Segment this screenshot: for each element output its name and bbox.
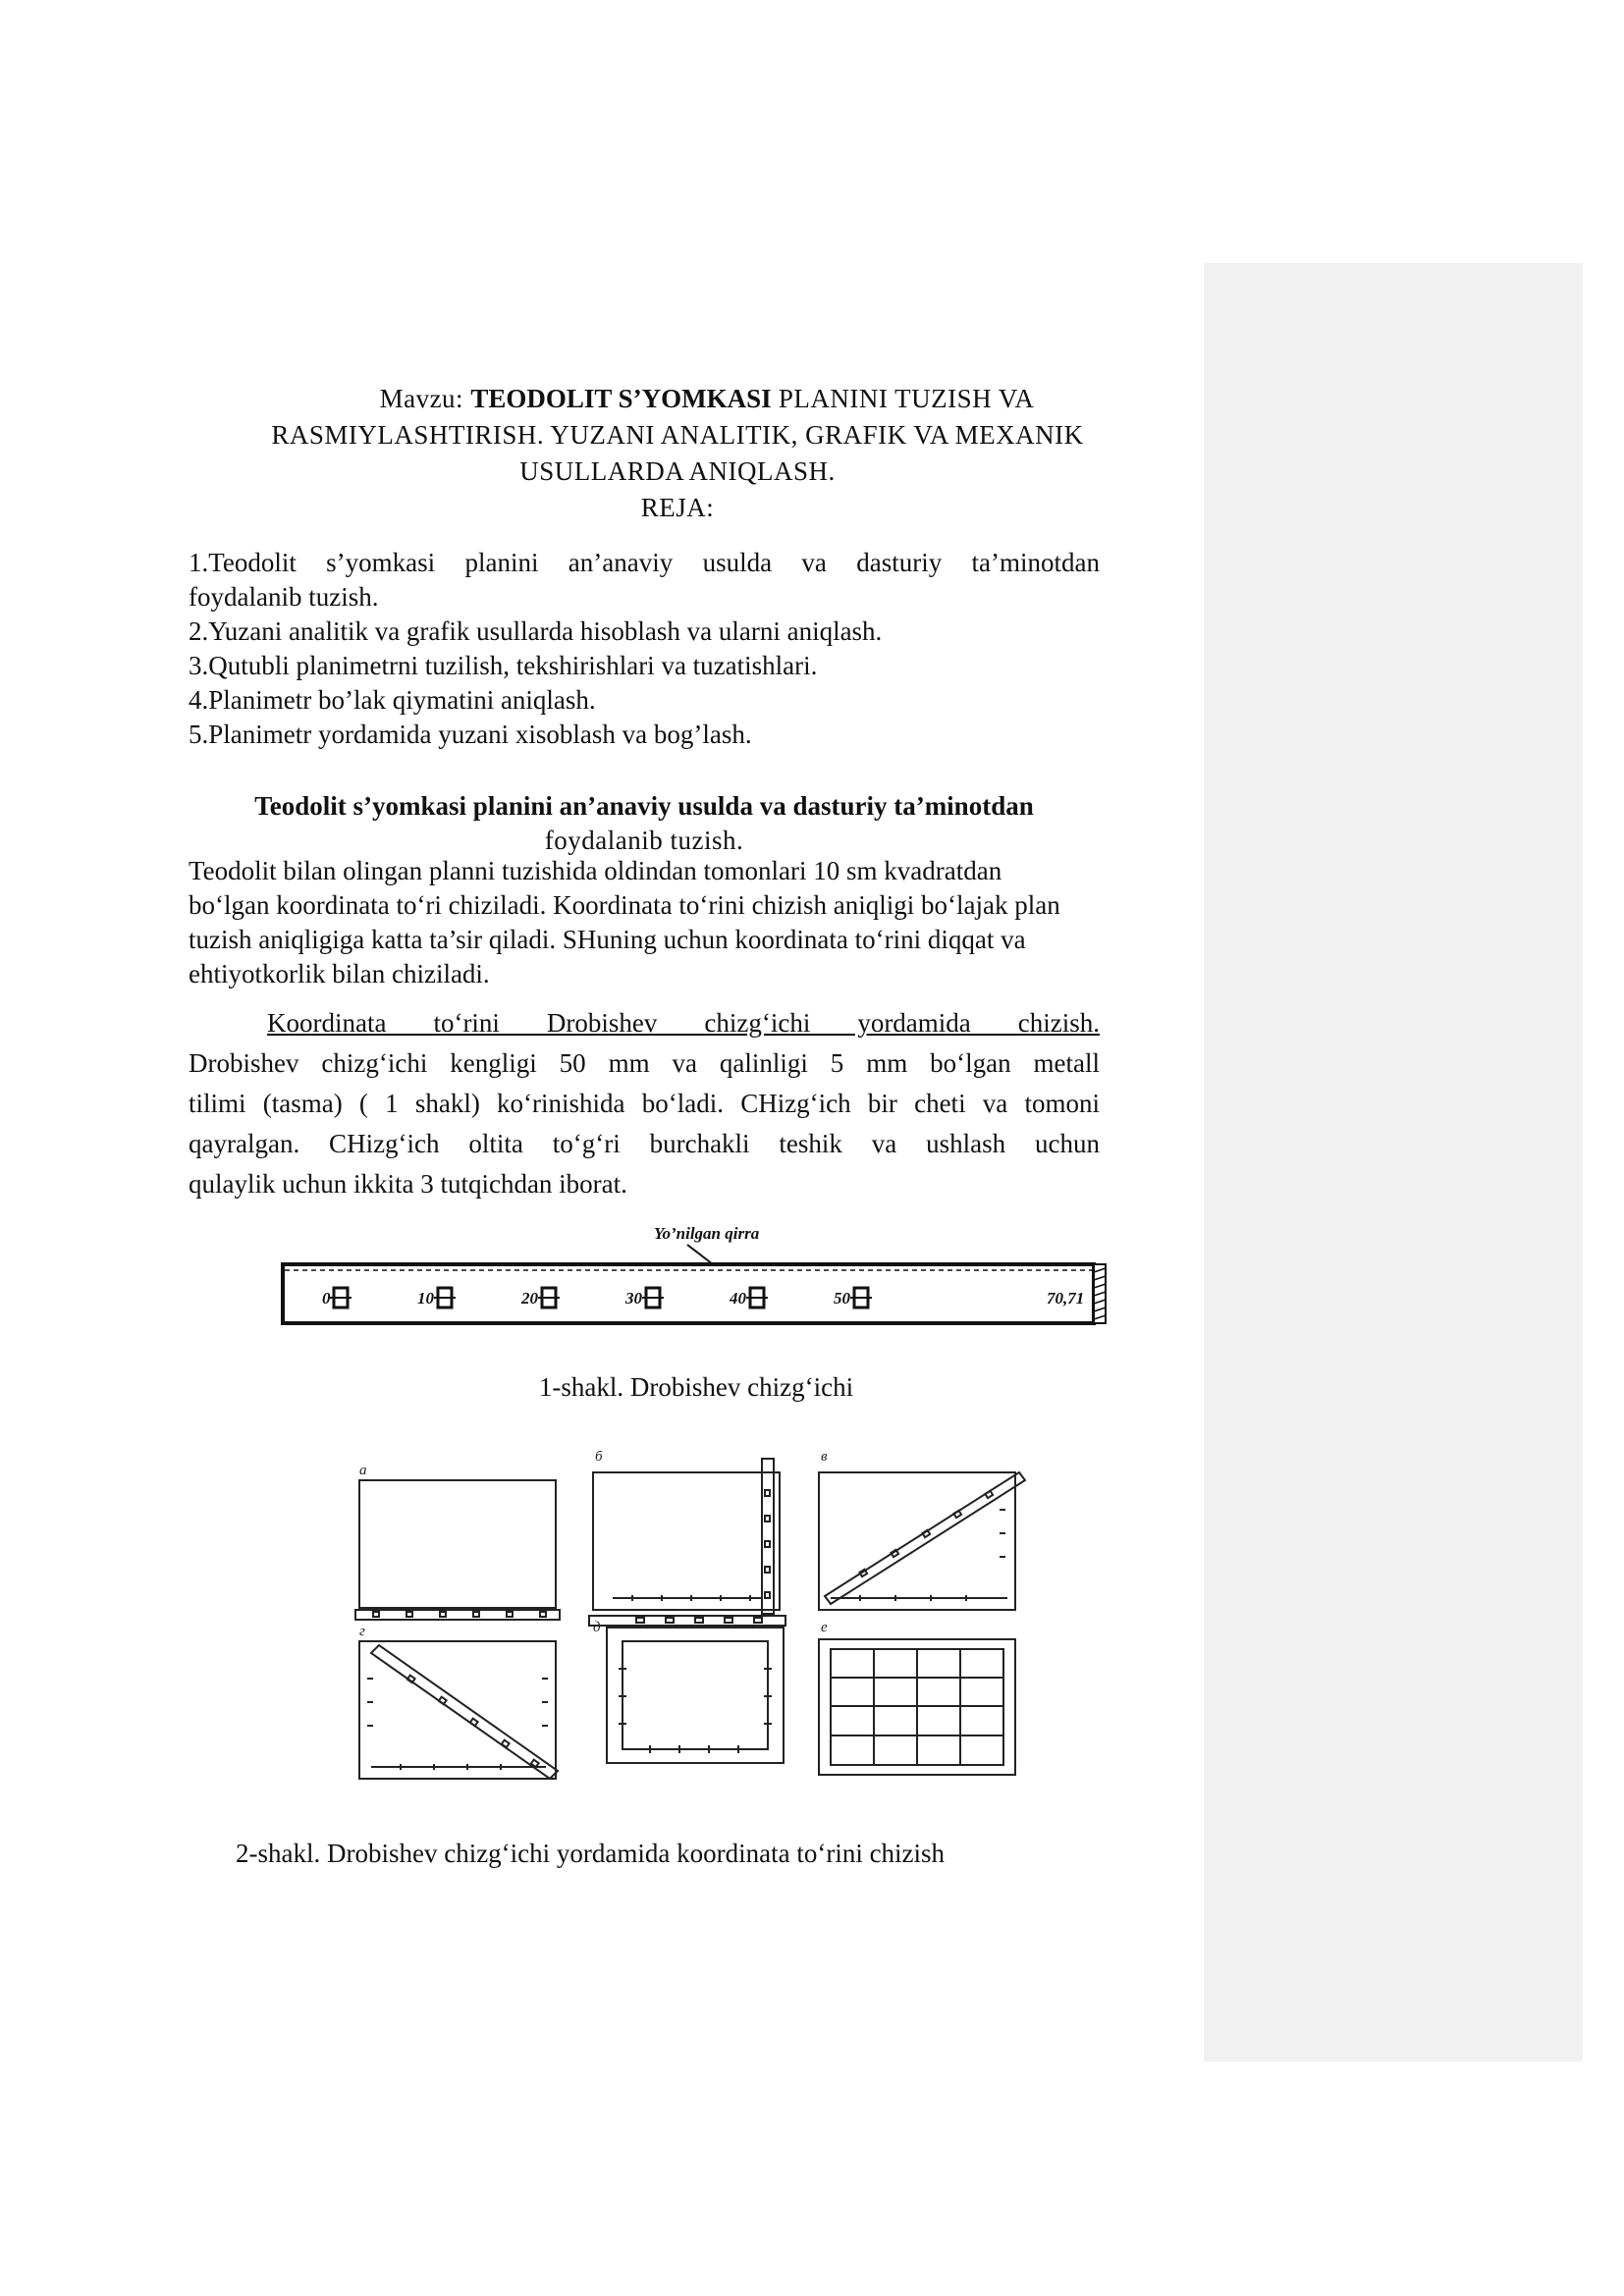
edge-pointer-line (687, 1245, 713, 1264)
section-heading (189, 789, 1100, 858)
panel-d-ruler-holes (636, 1618, 762, 1623)
coordinate-grid-figure (350, 1451, 1045, 1787)
panel-b-frame (593, 1472, 780, 1610)
panel-b-label: б (595, 1451, 603, 1465)
figure-1-caption: 1-shakl. Drobishev chizg‘ichi (538, 1372, 854, 1402)
panel-a-ruler-holes (373, 1612, 546, 1617)
subheading-underlined: Koordinata to‘rini Drobishev chizg‘ichi yordamida chizish. (267, 1008, 1100, 1038)
paragraph-1-line-1: Teodolit bilan olingan planni tuzishida oldindan tomonlari 10 sm kvadratdan (189, 856, 1002, 885)
plan-item-5: 5.Planimetr yordamida yuzani xisoblash va bog’lash. (189, 720, 752, 749)
plan-item-1-line-2: foydalanib tuzish. (189, 582, 379, 612)
ruler-mark-label: 30 (625, 1289, 642, 1308)
panel-b-ruler (762, 1459, 774, 1614)
paragraph-2-line-2: Drobishev chizg‘ichi kengligi 50 mm va qalinligi 5 mm bo‘lgan metall (189, 1048, 1100, 1078)
plan-item-3: 3.Qutubli planimetrni tuzilish, tekshirishlari va tuzatishlari. (189, 651, 818, 680)
panel-d-ticks (619, 1669, 772, 1753)
section-heading-bold: Teodolit s’yomkasi planini an’anaviy usulda va dasturiy ta’minotdan (254, 791, 1034, 821)
ruler-body (283, 1264, 1094, 1323)
paragraph-1 (189, 854, 1170, 991)
panel-e-label: е (821, 1620, 828, 1635)
panel-b-ruler-holes (765, 1490, 770, 1598)
panel-a-label: a (359, 1463, 367, 1478)
title-line-1-rest: PLANINI TUZISH VA (771, 384, 1035, 413)
ruler-mark-label: 10 (417, 1289, 434, 1308)
panel-v-ruler-holes (859, 1491, 993, 1576)
title-bold: TEODOLIT S’YOMKASI (470, 384, 772, 413)
plan-item-2: 2.Yuzani analitik va grafik usullarda hisoblash va ularni aniqlash. (189, 616, 883, 646)
plan-item-4: 4.Planimetr bo’lak qiymatini aniqlash. (189, 685, 596, 715)
figure-2-caption: 2-shakl. Drobishev chizg‘ichi yordamida koordinata to‘rini chizish (236, 1839, 946, 1868)
panel-d-frame (607, 1628, 784, 1763)
ruler-marks (322, 1288, 872, 1308)
paragraph-2-line-4: qayralgan. CHizg‘ich oltita to‘g‘ri burchakli teshik va ushlash uchun (189, 1129, 1100, 1158)
panel-g-ruler (371, 1645, 558, 1779)
panel-v-label: в (821, 1451, 828, 1465)
panel-g-frame (359, 1641, 556, 1779)
ruler-end-label: 70,71 (1047, 1289, 1085, 1308)
title-line-2: RASMIYLASHTIRISH. YUZANI ANALITIK, GRAFIK VA MEXANIK (271, 420, 1084, 450)
panel-d-inner-frame (623, 1641, 768, 1749)
title-line-1 (187, 381, 1168, 417)
ruler-mark-label: 0 (322, 1289, 331, 1308)
plan-heading: REJA: (640, 493, 715, 522)
paragraph-2-subheading (189, 1003, 1100, 1043)
paragraph-2-line-5: qulaylik uchun ikkita 3 tutqichdan iborat. (189, 1169, 627, 1199)
title-prefix: Mavzu: (379, 384, 471, 413)
paragraph-2-line-3: tilimi (tasma) ( 1 shakl) ko‘rinishida bo‘ladi. CHizg‘ich bir cheti va tomoni (189, 1089, 1100, 1118)
ruler-mark-label: 50 (834, 1289, 850, 1308)
document-title (187, 381, 1168, 526)
panel-g-ruler-holes (407, 1676, 539, 1768)
plan-list (189, 546, 1100, 752)
panel-d-label: д (593, 1620, 601, 1635)
drobishev-ruler-figure (277, 1225, 1117, 1335)
comment-pane (1204, 263, 1583, 2061)
ruler-mark-label: 20 (521, 1289, 538, 1308)
section-heading-rest: foydalanib tuzish. (544, 826, 744, 855)
edge-label: Yo’nilgan qirra (654, 1225, 760, 1243)
ruler-mark-label: 40 (730, 1289, 746, 1308)
panel-a-frame (359, 1480, 556, 1608)
panel-v-ticks (860, 1510, 1005, 1601)
paragraph-1-line-2: bo‘lgan koordinata to‘ri chiziladi. Koordinata to‘rini chizish aniqligi bo‘lajak plan (189, 890, 1060, 920)
paragraph-2 (189, 1003, 1100, 1204)
panel-a-ruler (355, 1610, 560, 1620)
panel-e-grid-lines (831, 1649, 1003, 1765)
panel-g-ticks (367, 1679, 548, 1770)
paragraph-1-line-3: tuzish aniqligiga katta ta’sir qiladi. SHuning uchun koordinata to‘rini diqqat va (189, 925, 1026, 954)
panel-g-label: г (359, 1624, 365, 1639)
title-line-3: USULLARDA ANIQLASH. (519, 456, 836, 486)
paragraph-1-line-4: ehtiyotkorlik bilan chiziladi. (189, 959, 490, 988)
plan-item-1-line-1: 1.Teodolit s’yomkasi planini an’anaviy usulda va dasturiy ta’minotdan (189, 548, 1100, 577)
